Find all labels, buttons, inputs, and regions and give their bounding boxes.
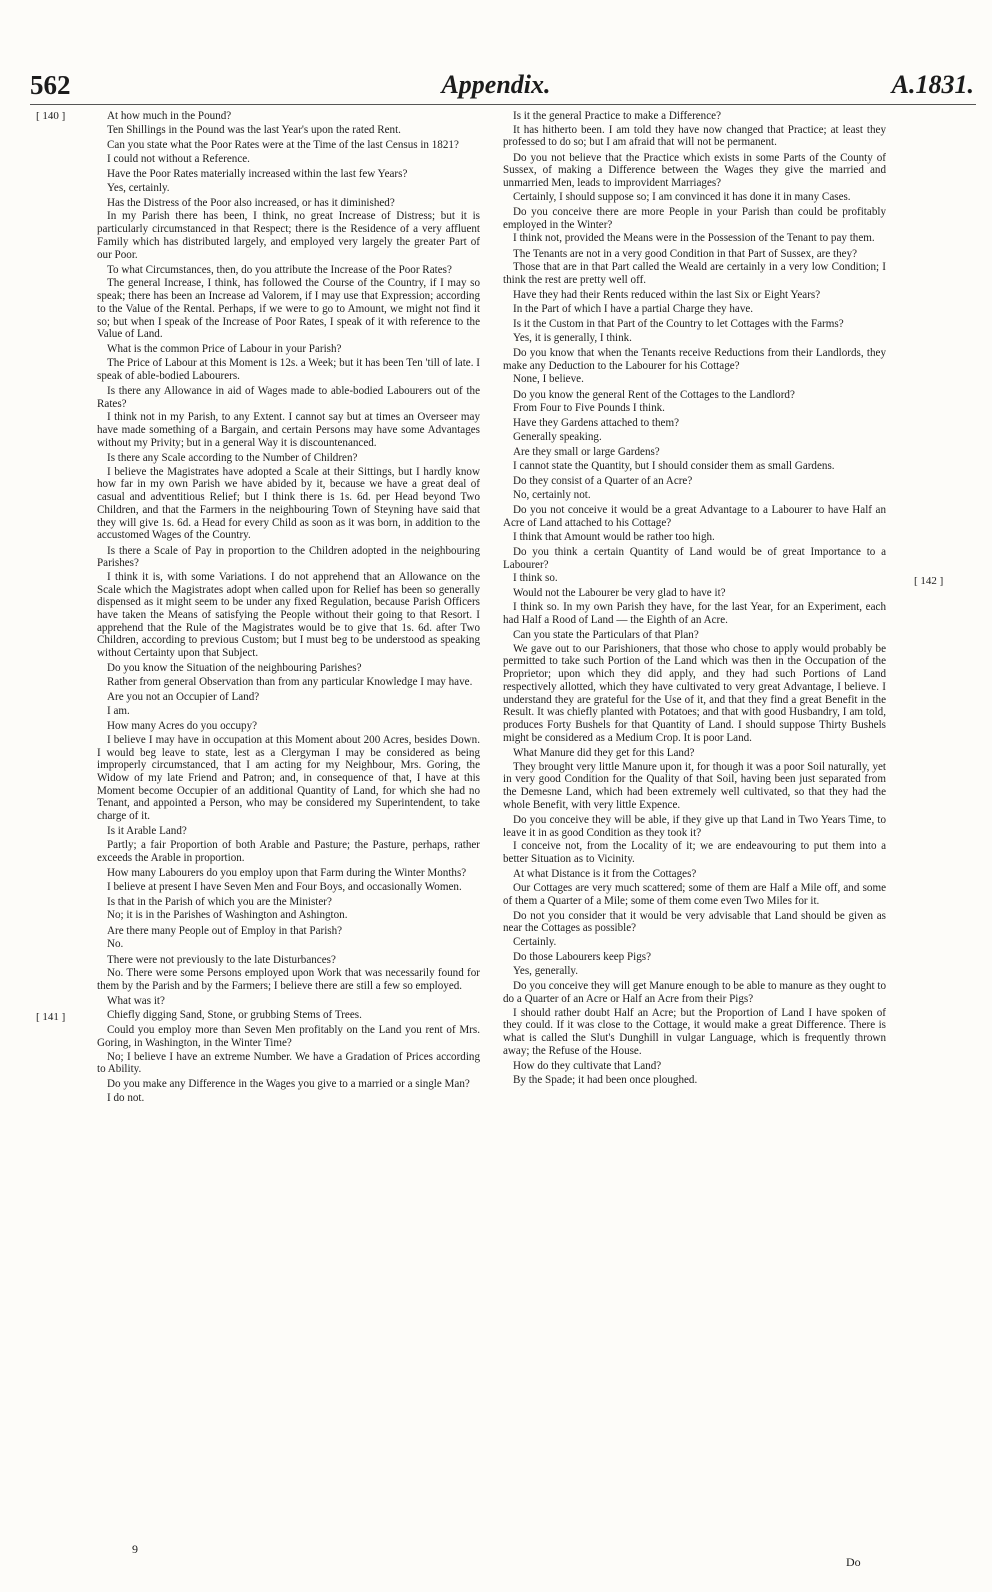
question-text: Could you employ more than Seven Men profitably on the Land you rent of Mrs. Goring, in Washington, in the Winter Time? [97, 1024, 480, 1049]
question-text: Is it Arable Land? [107, 825, 187, 838]
qa-block [503, 347, 886, 386]
qa-block [503, 629, 886, 744]
question-text: Do you think a certain Quantity of Land would be of great Importance to a Labourer? [503, 545, 886, 571]
question-text: Is there any Allowance in aid of Wages made to able-bodied Labourers out of the Rates? [97, 385, 480, 410]
answer-text: Yes, generally. [513, 965, 579, 978]
qa-block [97, 1078, 480, 1104]
qa-block [97, 825, 480, 864]
qa-block [97, 954, 480, 993]
question-text: To what Circumstances, then, do you attribute the Increase of the Poor Rates? [107, 263, 452, 276]
answer-text: I think that Amount would be rather too high. [513, 530, 715, 543]
qa-block [503, 980, 886, 1057]
qa-block [503, 747, 886, 812]
header-year: A.1831. [891, 70, 974, 99]
qa-block [97, 197, 480, 262]
qa-block [503, 318, 886, 344]
answer-text: In the Part of which I have a partial Charge they have. [513, 302, 754, 315]
answer-text: I believe at present I have Seven Men and Four Boys, and occasionally Women. [107, 880, 462, 893]
question-text: Do you know that when the Tenants receive Reductions from their Landlords, they make any Deduction to the Labourer for his Cottage? [503, 346, 886, 372]
qa-block [97, 867, 480, 893]
question-text: Do you know the general Rent of the Cottages to the Landlord? [513, 388, 795, 401]
question-text: Has the Distress of the Poor also increased, or has it diminished? [107, 196, 395, 209]
qa-block [97, 662, 480, 688]
answer-text: I think it is, with some Variations. I do not apprehend that an Allowance on the Scale which the Magistrates adopt when called upon for Relief has been so generally dispensed as it might seem to be under any fixed Regulation, because Parish Officers have taken the Means of satisfying the People without their going to that Resort. I apprehend that the Rule of the Magistrates would be to give that 1s. 6d. after Two Children, according to previous Custom; but I must beg to be understood as speaking without Certainty upon that Subject. [97, 570, 480, 660]
answer-text: Rather from general Observation than from any particular Knowledge I may have. [107, 676, 473, 689]
question-text: Are there many People out of Employ in that Parish? [107, 924, 343, 937]
question-text: Do you know the Situation of the neighbouring Parishes? [107, 662, 362, 675]
answer-text: None, I believe. [513, 373, 584, 386]
question-text: At how much in the Pound? [107, 110, 232, 122]
answer-text: We gave out to our Parishioners, that those who chose to apply would probably be permitted to take such Portion of the Land which was then in the Occupation of the Proprietor; upon which they did apply, and they had such Portions of Land respectively allotted, which they have cultivated to very great Advantage, I believe. I understand they are grateful for the Use of it, and that they find a great Benefit in the Result. It was chiefly planted with Potatoes; and that with good Husbandry, I am told, produces Forty Bushels for that Quantity of Land. I should suppose Thirty Bushels might be considered as a Medium Crop. It is poor Land. [503, 642, 886, 744]
question-text: At what Distance is it from the Cottages? [513, 868, 697, 881]
answer-text: Partly; a fair Proportion of both Arable and Pasture; the Pasture, perhaps, rather exceeds the Arable in proportion. [97, 838, 480, 864]
qa-block [503, 417, 886, 443]
qa-block [97, 896, 480, 922]
answer-text: It has hitherto been. I am told they have now changed that Practice; at least they professed to do so; but I am afraid that will not be permanent. [503, 123, 886, 149]
header-rule [30, 104, 976, 105]
qa-block [97, 385, 480, 450]
qa-block [503, 868, 886, 907]
answer-text: Generally speaking. [513, 431, 602, 444]
question-text: How do they cultivate that Land? [513, 1060, 662, 1073]
qa-block [97, 995, 480, 1021]
question-text: Do those Labourers keep Pigs? [513, 951, 652, 964]
question-text: Is it the general Practice to make a Difference? [513, 110, 722, 122]
qa-block [503, 504, 886, 543]
qa-block [97, 264, 480, 341]
qa-block [97, 691, 480, 717]
answer-text: I believe I may have in occupation at this Moment about 200 Acres, besides Down. I would beg leave to state, lest as a Clergyman I may be considered as being improperly circumstanced, that I am acting for my Neighbour, Mrs. Goring, the Widow of my late Friend and Patron; and, in consequence of that, I have at this Moment become Occupier of an additional Quantity of Land, for which she had no Tenant, and appointed a Person, who may be considered my Superintendent, to take charge of it. [97, 733, 480, 823]
question-text: Can you state what the Poor Rates were at the Time of the last Census in 1821? [107, 138, 459, 151]
qa-block [503, 1060, 886, 1086]
answer-text: I think not in my Parish, to any Extent. I cannot say but at times an Overseer may have made something of a Bargain, and certain Persons may have some Advantages without my Privity; but in a general Way it is discountenanced. [97, 411, 480, 449]
question-text: How many Acres do you occupy? [107, 720, 258, 733]
answer-text: By the Spade; it had been once ploughed. [513, 1073, 698, 1086]
answer-text: I believe the Magistrates have adopted a Scale at their Sittings, but I hardly know how far in my own Parish we have abided by it, because we have a great deal of casual and adventitious Relief; but I think there is 1s. 6d. per Head beyond Two Children, and that the Farmers in the neighbouring Town of Steyning have said that they will give 1s. 6d. a Head for every Child as soon as it was born, in addition to the accustomed Wages of the Country. [97, 465, 480, 542]
qa-block [503, 910, 886, 949]
question-text: Are you not an Occupier of Land? [107, 691, 260, 704]
question-text: Is there a Scale of Pay in proportion to the Children adopted in the neighbouring Parishes? [97, 544, 480, 570]
answer-text: No. [107, 938, 124, 951]
qa-block [503, 248, 886, 287]
answer-text: I cannot state the Quantity, but I should consider them as small Gardens. [513, 460, 835, 473]
question-text: What Manure did they get for this Land? [513, 746, 695, 759]
answer-text: No; I believe I have an extreme Number. We have a Gradation of Prices according to Ability. [97, 1050, 480, 1076]
qa-block [97, 720, 480, 823]
answer-text: I think not, provided the Means were in the Possession of the Tenant to pay them. [513, 232, 875, 245]
answer-text: I could not without a Reference. [107, 152, 250, 165]
qa-block [503, 152, 886, 204]
right-column [503, 110, 886, 1089]
answer-text: I should rather doubt Half an Acre; but the Proportion of Land I have spoken of they could. If it was close to the Cottage, it would make a great Difference. There is what is called the Slut's Dunghill in vulgar Language, which is frequently thrown away; the Refuse of the House. [503, 1006, 886, 1057]
question-text: What is the common Price of Labour in your Parish? [107, 343, 342, 356]
answer-text: No. There were some Persons employed upon Work that was necessarily found for them by the Parish and by the Farmers; I believe there are still a few so employed. [97, 967, 480, 992]
catchword: Do [846, 1555, 861, 1569]
margin-number: [ 141 ] [36, 1011, 66, 1023]
qa-block [503, 289, 886, 315]
qa-block [503, 951, 886, 977]
question-text: Do you not believe that the Practice which exists in some Parts of the County of Sussex, of making a Difference between the Wages they give the married and unmarried Men, leads to improvident Marriages? [503, 151, 886, 190]
qa-block [503, 546, 886, 585]
question-text: There were not previously to the late Disturbances? [107, 953, 336, 966]
answer-text: No, certainly not. [513, 488, 591, 501]
question-text: Are they small or large Gardens? [513, 446, 660, 459]
answer-text: I do not. [107, 1092, 145, 1105]
qa-block [503, 110, 886, 149]
qa-block [97, 139, 480, 165]
question-text: Do you not conceive it would be a great Advantage to a Labourer to have Half an Acre of Land attached to his Cottage? [503, 504, 886, 529]
answer-text: I think so. In my own Parish they have, for the last Year, for an Experiment, each had Half a Rood of Land — the Eighth of an Acre. [503, 601, 886, 626]
qa-block [97, 452, 480, 542]
qa-block [503, 446, 886, 472]
signature-mark: 9 [132, 1542, 138, 1556]
question-text: What was it? [107, 995, 165, 1008]
qa-block [503, 389, 886, 415]
qa-block [503, 206, 886, 245]
margin-number: [ 142 ] [914, 575, 944, 587]
qa-block [97, 1024, 480, 1076]
answer-text: Those that are in that Part called the Weald are certainly in a very low Condition; I think the rest are pretty well off. [503, 261, 886, 286]
question-text: Do you conceive they will get Manure enough to be able to manure as they ought to do a Quarter of an Acre or Half an Acre from their Pigs? [503, 980, 886, 1005]
question-text: Do you conceive they will be able, if they give up that Land in Two Years Time, to leave it in as good Condition as they took it? [503, 813, 886, 839]
qa-block [503, 814, 886, 866]
qa-block [503, 587, 886, 626]
qa-block [503, 475, 886, 501]
question-text: Is it the Custom in that Part of the Country to let Cottages with the Farms? [513, 318, 844, 331]
question-text: Have they Gardens attached to them? [513, 417, 680, 430]
left-column [97, 110, 480, 1107]
question-text: Can you state the Particulars of that Plan? [513, 629, 699, 642]
answer-text: I think so. [513, 572, 558, 585]
answer-text: I am. [107, 704, 130, 717]
answer-text: Our Cottages are very much scattered; some of them are Half a Mile off, and some of them a Quarter of a Mile; some of them come even Two Miles for it. [503, 881, 886, 907]
qa-block [97, 110, 480, 136]
qa-block [97, 168, 480, 194]
answer-text: Certainly, I should suppose so; I am convinced it has done it in many Cases. [513, 190, 851, 203]
qa-block [97, 343, 480, 382]
answer-text: Chiefly digging Sand, Stone, or grubbing Stems of Trees. [107, 1008, 362, 1021]
question-text: How many Labourers do you employ upon that Farm during the Winter Months? [107, 866, 467, 879]
answer-text: From Four to Five Pounds I think. [513, 402, 665, 415]
answer-text: The Price of Labour at this Moment is 12s. a Week; but it has been Ten 'till of late. I speak of able-bodied Labourers. [97, 357, 480, 382]
answer-text: In my Parish there has been, I think, no great Increase of Distress; but it is particularly circumstanced in that Respect; there is the Residence of a very affluent Family which has distributed largely, and employed very largely the greater Part of our Poor. [97, 210, 480, 261]
qa-block [97, 925, 480, 951]
answer-text: Yes, certainly. [107, 181, 170, 194]
margin-number: [ 140 ] [36, 110, 66, 122]
question-text: Have the Poor Rates materially increased within the last few Years? [107, 167, 408, 180]
answer-text: I conceive not, from the Locality of it; we are endeavouring to put them into a better Situation as to Vicinity. [503, 840, 886, 865]
question-text: The Tenants are not in a very good Condition in that Part of Sussex, are they? [513, 247, 858, 260]
question-text: Do you make any Difference in the Wages you give to a married or a single Man? [107, 1078, 470, 1091]
question-text: Do you conceive there are more People in your Parish than could be profitably employed in the Winter? [503, 205, 886, 231]
question-text: Is there any Scale according to the Number of Children? [107, 452, 358, 465]
page-number: 562 [30, 70, 71, 100]
answer-text: Yes, it is generally, I think. [513, 331, 632, 344]
running-header [0, 70, 992, 106]
page-title: Appendix. [441, 70, 551, 99]
question-text: Have they had their Rents reduced within the last Six or Eight Years? [513, 289, 821, 302]
question-text: Would not the Labourer be very glad to have it? [513, 587, 726, 600]
answer-text: They brought very little Manure upon it, for though it was a poor Soil naturally, yet in very good Condition for the Quality of that Soil, having been just separated from the Demesne Land, which had been extremely well cultivated, so that they had the whole Benefit, with very little Expence. [503, 760, 886, 811]
question-text: Is that in the Parish of which you are the Minister? [107, 895, 332, 908]
answer-text: The general Increase, I think, has followed the Course of the Country, if I may so speak; there has been an Increase ad Valorem, if I may use that Expression; according to the Value of the Rental. Perhaps, if we were to go to Amount, we might not find it so; but when I speak of the Increase of Poor Rates, I speak of it with reference to the Value of Land. [97, 277, 480, 341]
qa-block [97, 545, 480, 660]
answer-text: Ten Shillings in the Pound was the last Year's upon the rated Rent. [107, 123, 401, 136]
answer-text: Certainly. [513, 936, 557, 949]
answer-text: No; it is in the Parishes of Washington and Ashington. [107, 909, 348, 922]
question-text: Do not you consider that it would be very advisable that Land should be given as near the Cottages as possible? [503, 909, 886, 935]
question-text: Do they consist of a Quarter of an Acre? [513, 475, 693, 488]
